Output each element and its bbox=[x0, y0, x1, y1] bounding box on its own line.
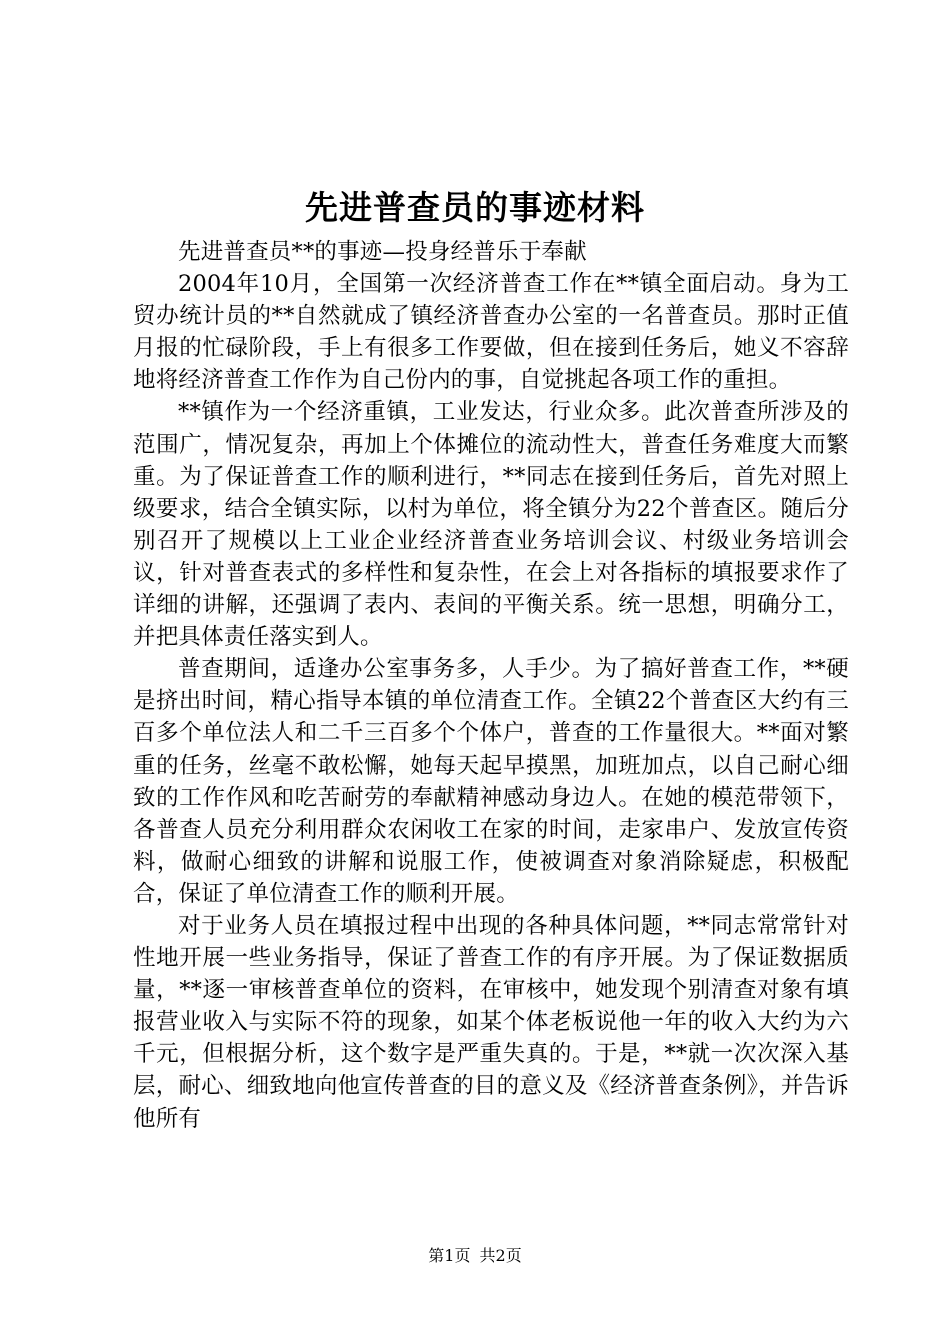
body-paragraph: 普查期间，适逢办公室事务多，人手少。为了搞好普查工作，**硬是挤出时间，精心指导本镇的单位清查工作。全镇22个普查区大约有三百多个单位法人和二千三百多个个体户，普查的工作量很大。**面对繁重的任务，丝毫不敢松懈，她每天起早摸黑，加班加点，以自己耐心细致的工作作风和吃苦耐劳的奉献精神感动身边人。在她的模范带领下，各普查人员充分利用群众农闲收工在家的时间，走家串户、发放宣传资料，做耐心细致的讲解和说服工作，使被调查对象消除疑虑，积极配合，保证了单位清查工作的顺利开展。 bbox=[133, 656, 849, 907]
body-paragraph: **镇作为一个经济重镇，工业发达，行业众多。此次普查所涉及的范围广，情况复杂，再加上个体摊位的流动性大，普查任务难度大而繁重。为了保证普查工作的顺利进行，**同志在接到任务后，首先对照上级要求，结合全镇实际，以村为单位，将全镇分为22个普查区。随后分别召开了规模以上工业企业经济普查业务培训会议、村级业务培训会议，针对普查表式的多样性和复杂性，在会上对各指标的填报要求作了详细的讲解，还强调了表内、表间的平衡关系。统一思想，明确分工，并把具体责任落实到人。 bbox=[133, 399, 849, 651]
body-paragraph: 2004年10月，全国第一次经济普查工作在**镇全面启动。身为工贸办统计员的**自然就成了镇经济普查办公室的一名普查员。那时正值月报的忙碌阶段，手上有很多工作要做，但在接到任务后，她义不容辞地将经济普查工作作为自己份内的事，自觉挑起各项工作的重担。 bbox=[133, 271, 849, 394]
body-paragraph: 对于业务人员在填报过程中出现的各种具体问题，**同志常常针对性地开展一些业务指导，保证了普查工作的有序开展。为了保证数据质量，**逐一审核普查单位的资料，在审核中，她发现个别清查对象有填报营业收入与实际不符的现象，如某个体老板说他一年的收入大约为六千元，但根据分析，这个数字是严重失真的。于是，**就一次次深入基层，耐心、细致地向他宣传普查的目的意义及《经济普查条例》，并告诉他所有 bbox=[133, 912, 849, 1132]
document-title: 先进普查员的事迹材料 bbox=[305, 188, 645, 227]
document-body bbox=[133, 236, 849, 1135]
page-number-footer: 第1页 共2页 bbox=[428, 1246, 522, 1265]
subtitle-paragraph: 先进普查员**的事迹—投身经普乐于奉献 bbox=[178, 239, 587, 265]
